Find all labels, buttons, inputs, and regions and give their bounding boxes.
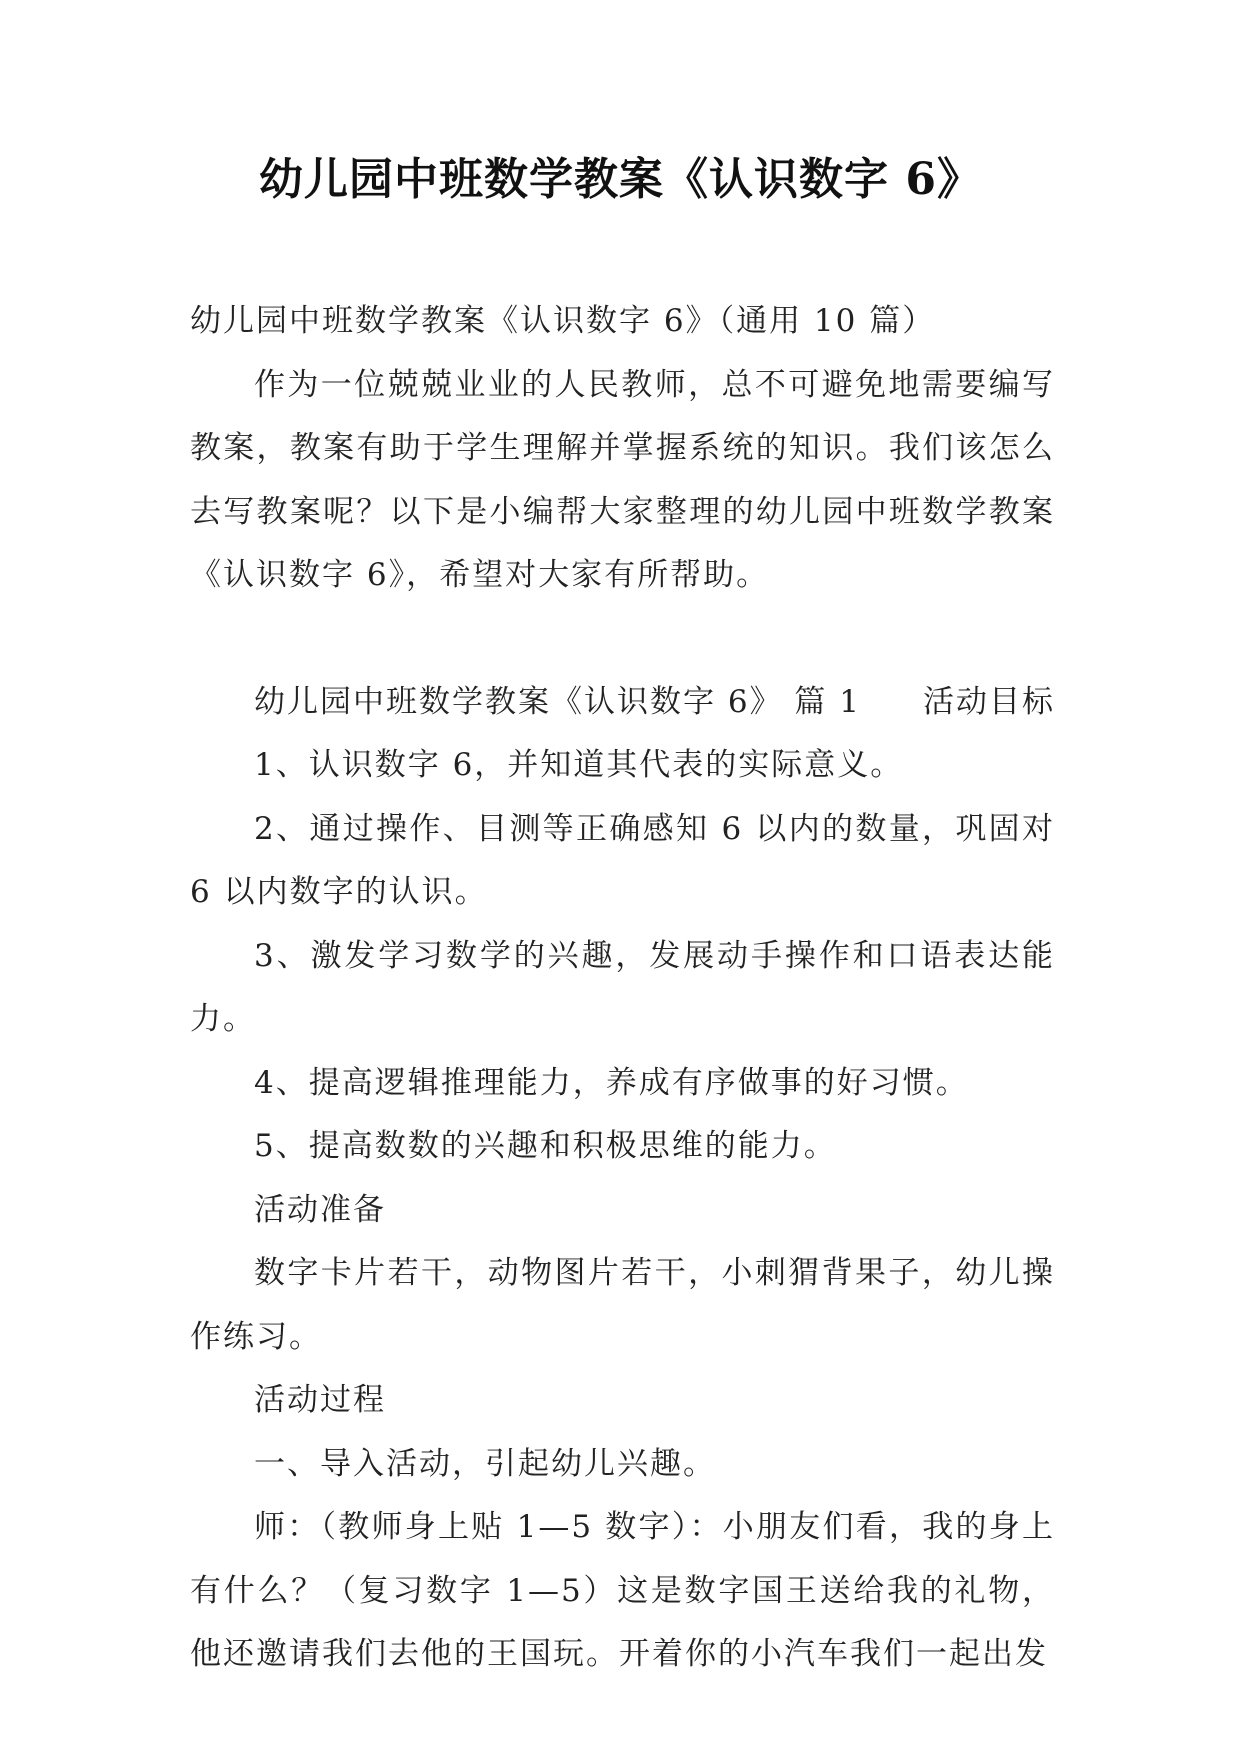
section-goal-label: 活动目标 <box>923 683 1055 720</box>
document-body <box>190 290 1055 1687</box>
process-step: 一、导入活动，引起幼儿兴趣。 <box>254 1445 716 1482</box>
goal-item: 5、提高数数的兴趣和积极思维的能力。 <box>254 1128 837 1164</box>
prep-text: 数字卡片若干，动物图片若干，小刺猬背果子，幼儿操作练习。 <box>190 1255 1055 1355</box>
section-heading: 幼儿园中班数学教案《认识数字 6》 篇 1 <box>254 683 862 720</box>
goal-item: 2、通过操作、目测等正确感知 6 以内的数量，巩固对 6 以内数字的认识。 <box>190 810 1055 910</box>
subtitle-line: 幼儿园中班数学教案《认识数字 6》（通用 10 篇） <box>190 303 936 339</box>
process-text: 师：（教师身上贴 1—5 数字）：小朋友们看，我的身上有什么？（复习数字 1—5）这是数字国王送给我的礼物，他还邀请我们去他的王国玩。开着你的小汽车我们一起出发 <box>190 1509 1055 1672</box>
section-heading-line <box>190 671 1055 735</box>
prep-label: 活动准备 <box>254 1191 386 1228</box>
process-label: 活动过程 <box>254 1382 386 1418</box>
paragraph-gap <box>190 608 1055 671</box>
goal-item: 4、提高逻辑推理能力，养成有序做事的好习惯。 <box>254 1064 969 1101</box>
goal-item: 1、认识数字 6，并知道其代表的实际意义。 <box>254 747 904 783</box>
goal-item: 3、激发学习数学的兴趣，发展动手操作和口语表达能力。 <box>190 937 1055 1037</box>
intro-paragraph: 作为一位兢兢业业的人民教师，总不可避免地需要编写教案，教案有助于学生理解并掌握系统的知识。我们该怎么去写教案呢？以下是小编帮大家整理的幼儿园中班数学教案《认识数字 6》，希望对大家有所帮助。 <box>190 366 1055 593</box>
document-title: 幼儿园中班数学教案《认识数字 6》 <box>259 154 982 205</box>
